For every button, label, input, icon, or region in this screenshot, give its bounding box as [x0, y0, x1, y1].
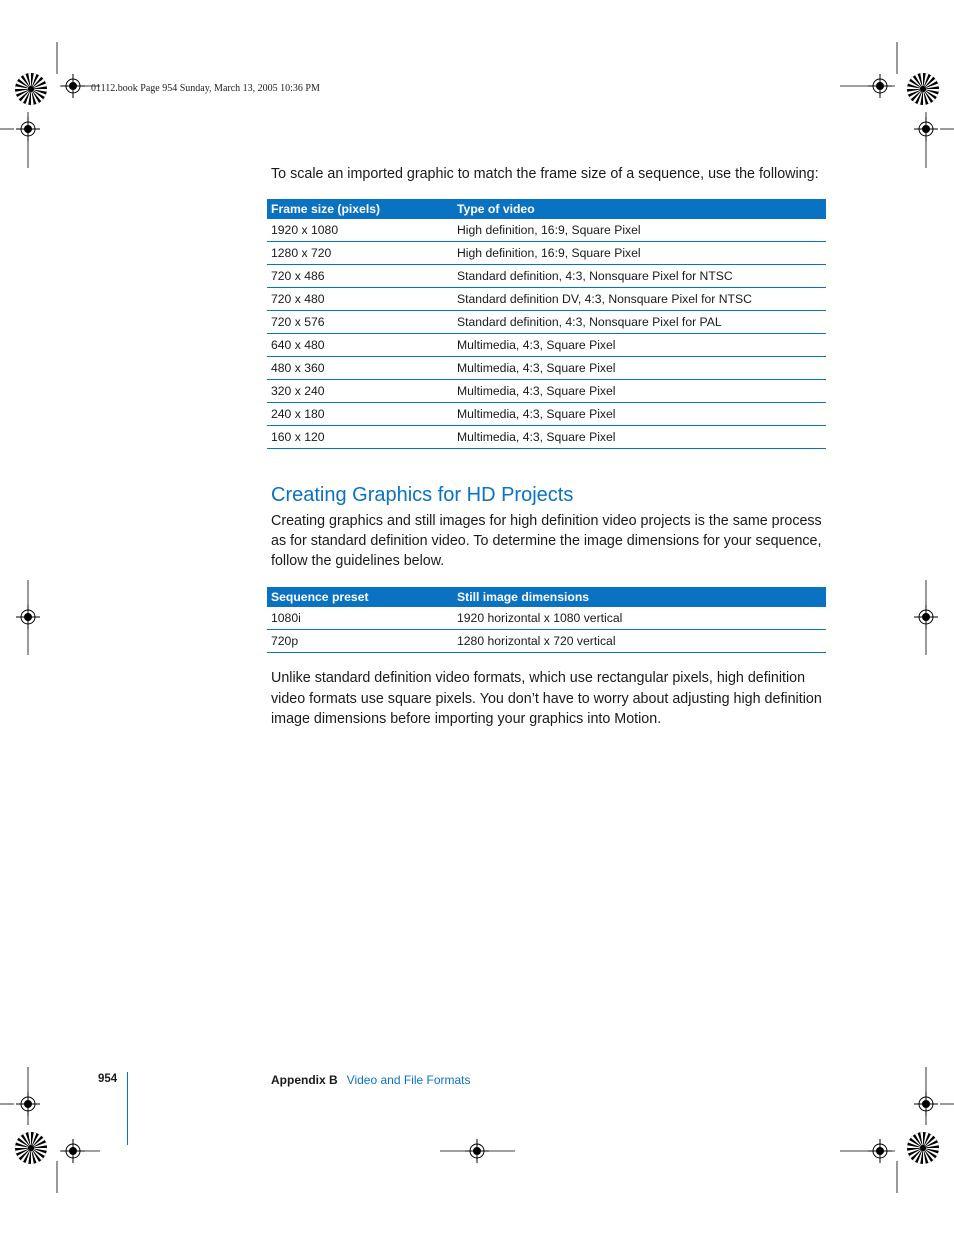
footer-divider: [127, 1072, 128, 1145]
table-row: [267, 380, 826, 403]
table-cell: 1280 x 720: [267, 242, 453, 265]
column-header: Sequence preset: [267, 587, 453, 607]
registration-rosette: [907, 1132, 939, 1164]
table-cell: Multimedia, 4:3, Square Pixel: [453, 380, 826, 403]
table-row: [267, 426, 826, 449]
table-cell: Multimedia, 4:3, Square Pixel: [453, 426, 826, 449]
table-cell: High definition, 16:9, Square Pixel: [453, 242, 826, 265]
table-cell: 1280 horizontal x 720 vertical: [453, 630, 826, 653]
table-cell: 720 x 486: [267, 265, 453, 288]
table-row: [267, 357, 826, 380]
running-footer: [271, 1073, 471, 1087]
table-cell: 720 x 480: [267, 288, 453, 311]
table-cell: 720p: [267, 630, 453, 653]
column-header: Frame size (pixels): [267, 199, 453, 219]
table-row: [267, 265, 826, 288]
table-cell: 240 x 180: [267, 403, 453, 426]
slug-line: 01112.book Page 954 Sunday, March 13, 2005 10:36 PM: [91, 83, 320, 94]
table-cell: Standard definition DV, 4:3, Nonsquare Pixel for NTSC: [453, 288, 826, 311]
registration-rosette: [15, 73, 47, 105]
table-header-row: [267, 199, 826, 219]
table-row: [267, 334, 826, 357]
table-cell: Multimedia, 4:3, Square Pixel: [453, 357, 826, 380]
table-cell: 1080i: [267, 607, 453, 630]
closing-paragraph: Unlike standard definition video formats, which use rectangular pixels, high definition video formats use square pixels. You don’t have to worry about adjusting high definition image dimensions before importing your graphics into Motion.: [271, 670, 822, 727]
table-header-row: [267, 587, 826, 607]
table-row: [267, 607, 826, 630]
frame-size-table: [267, 199, 826, 449]
table-row: [267, 630, 826, 653]
table-row: [267, 219, 826, 242]
table-cell: 160 x 120: [267, 426, 453, 449]
registration-rosette: [907, 73, 939, 105]
table-row: [267, 311, 826, 334]
table-cell: Standard definition, 4:3, Nonsquare Pixel for PAL: [453, 311, 826, 334]
footer-section-title: Video and File Formats: [346, 1073, 471, 1087]
section-heading: Creating Graphics for HD Projects: [271, 484, 574, 506]
table-cell: 1920 horizontal x 1080 vertical: [453, 607, 826, 630]
column-header: Still image dimensions: [453, 587, 826, 607]
appendix-label: Appendix B: [271, 1073, 338, 1087]
registration-rosette: [15, 1132, 47, 1164]
page-number: 954: [98, 1073, 118, 1085]
sequence-preset-table: [267, 587, 826, 653]
column-header: Type of video: [453, 199, 826, 219]
table-cell: Multimedia, 4:3, Square Pixel: [453, 334, 826, 357]
table-cell: Multimedia, 4:3, Square Pixel: [453, 403, 826, 426]
table-row: [267, 403, 826, 426]
table-cell: 1920 x 1080: [267, 219, 453, 242]
section-paragraph: Creating graphics and still images for high definition video projects is the same process as for standard definition video. To determine the image dimensions for your sequence, follow the guidelines below.: [271, 513, 822, 569]
table-cell: 480 x 360: [267, 357, 453, 380]
table-row: [267, 242, 826, 265]
table-row: [267, 288, 826, 311]
table-cell: 640 x 480: [267, 334, 453, 357]
table-cell: Standard definition, 4:3, Nonsquare Pixel for NTSC: [453, 265, 826, 288]
intro-paragraph: To scale an imported graphic to match the frame size of a sequence, use the following:: [271, 166, 819, 182]
table-cell: 320 x 240: [267, 380, 453, 403]
table-cell: High definition, 16:9, Square Pixel: [453, 219, 826, 242]
table-cell: 720 x 576: [267, 311, 453, 334]
